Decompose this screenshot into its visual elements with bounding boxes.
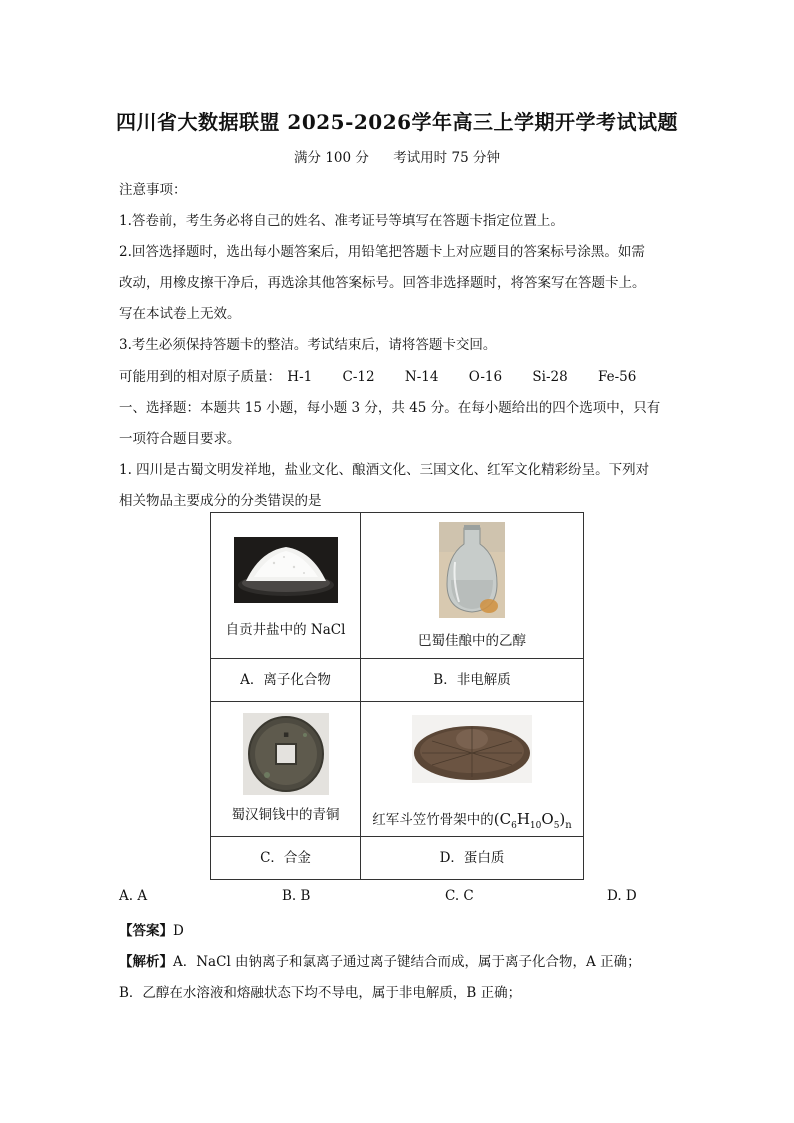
formula-sub: n: [565, 820, 572, 831]
formula-close: ): [559, 810, 566, 828]
atomic-mass: N-14: [404, 369, 439, 385]
option-a-caption: 自贡井盐中的 NaCl: [225, 622, 346, 638]
option-d-label: D．蛋白质: [361, 837, 584, 880]
answer-label: 【答案】: [119, 923, 173, 939]
choice-b: B. B: [282, 888, 311, 904]
salt-bowl-image: [234, 537, 338, 603]
formula-h: H: [516, 810, 530, 828]
formula-open: (C: [493, 810, 512, 828]
option-d-caption-prefix: 红军斗笠竹骨架中的: [372, 812, 494, 828]
option-b-label: B．非电解质: [361, 659, 584, 702]
note-2-line-2: 改动，用橡皮擦干净后，再选涂其他答案标号。回答非选择题时，将答案写在答题卡上。: [119, 275, 646, 291]
atomic-masses: [119, 365, 662, 385]
atomic-mass: C-12: [342, 369, 375, 385]
bamboo-hat-image: [412, 715, 532, 783]
notes-heading: 注意事项：: [119, 182, 187, 198]
option-c-cell: [211, 702, 361, 837]
answer-value: D: [173, 923, 184, 939]
analysis-text-1: A．NaCl 由钠离子和氯离子通过离子键结合而成，属于离子化合物，A 正确；: [173, 954, 641, 970]
exam-time: 考试用时 75 分钟: [393, 150, 500, 166]
option-b-caption: 巴蜀佳酿中的乙醇: [418, 633, 526, 649]
analysis-label: 【解析】: [119, 954, 173, 970]
option-c-caption: 蜀汉铜钱中的青铜: [231, 807, 340, 823]
chemical-formula: [493, 810, 572, 831]
atomic-mass: Si-28: [532, 369, 568, 385]
note-1: 1.答卷前，考生务必将自己的姓名、准考证号等填写在答题卡指定位置上。: [119, 213, 564, 229]
note-2-line-1: 2.回答选择题时，选出每小题答案后，用铅笔把答题卡上对应题目的答案标号涂黑。如需: [119, 244, 645, 260]
formula-sub: 6: [511, 821, 517, 831]
option-d-caption: [361, 808, 583, 831]
note-2-line-3: 写在本试卷上无效。: [119, 306, 241, 322]
atomic-mass: Fe-56: [597, 369, 637, 385]
exam-subtitle: [0, 146, 794, 166]
formula-sub: 10: [529, 821, 542, 831]
atomic-mass: O-16: [468, 369, 503, 385]
liquor-bottle-image: [439, 522, 505, 618]
section-heading-line-2: 一项符合题目要求。: [119, 431, 241, 447]
option-a-label: A．离子化合物: [211, 659, 361, 702]
question-1-stem-line-2: 相关物品主要成分的分类错误的是: [119, 493, 322, 509]
atomic-masses-label: 可能用到的相对原子质量：: [119, 369, 281, 385]
note-3: 3.考生必须保持答题卡的整洁。考试结束后，请将答题卡交回。: [119, 337, 497, 353]
analysis-line-1: [119, 950, 641, 970]
choice-a: A. A: [119, 888, 148, 904]
analysis-line-2: B．乙醇在水溶液和熔融状态下均不导电，属于非电解质，B 正确；: [119, 985, 522, 1001]
option-b-cell: [361, 513, 584, 659]
atomic-mass: H-1: [287, 369, 313, 385]
section-heading-line-1: 一、选择题：本题共 15 小题，每小题 3 分，共 45 分。在每小题给出的四个选项中，只有: [119, 400, 661, 416]
choice-c: C. C: [445, 888, 474, 904]
full-score: 满分 100 分: [294, 150, 369, 166]
formula-sub: 5: [553, 821, 560, 831]
option-c-label: C．合金: [211, 837, 361, 880]
answer-line: [119, 919, 184, 939]
options-table: [210, 512, 584, 880]
question-1-stem-line-1: 1. 四川是古蜀文明发祥地，盐业文化、酿酒文化、三国文化、红军文化精彩纷呈。下列对: [119, 462, 650, 478]
choice-d: D. D: [607, 888, 637, 904]
option-a-cell: [211, 513, 361, 659]
option-d-cell: [361, 702, 584, 837]
exam-title: 四川省大数据联盟 2025-2026学年高三上学期开学考试试题: [115, 110, 679, 134]
svg-text:▪: ▪: [282, 730, 290, 740]
bronze-coin-image: [243, 713, 329, 795]
formula-o: O: [541, 810, 554, 828]
